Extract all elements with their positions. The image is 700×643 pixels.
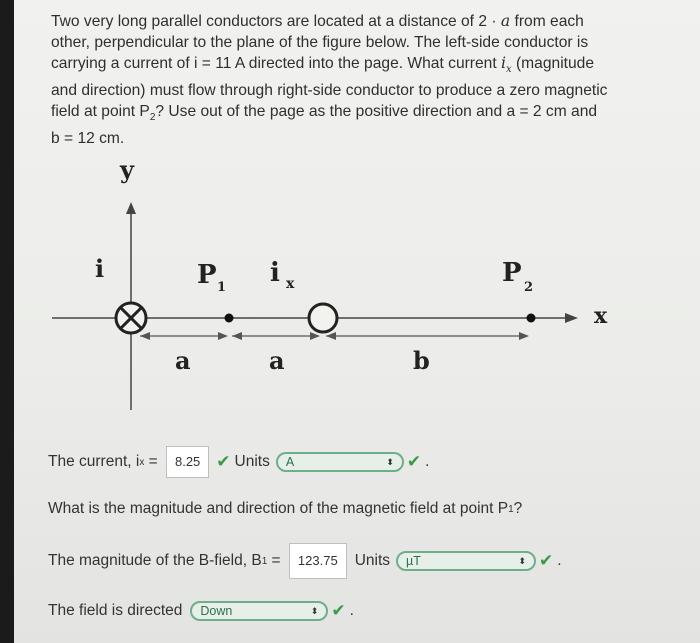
checkmark-icon: ✔ [216,452,231,471]
dim-b-arrow-right [519,332,529,340]
answer-row-direction [48,601,354,621]
magnitude-label: The magnitude of the B-field, B [48,552,262,569]
checkmark-icon: ✔ [331,601,346,620]
label-i: i [95,254,105,283]
magnitude-eq: = [267,552,285,569]
dim-a2-arrow-left [232,332,242,340]
label-p1-sub: 1 [217,280,227,295]
label-b: b [413,346,430,375]
direction-label: The field is directed [48,602,183,619]
magnitude-input[interactable]: 123.75 [289,543,347,579]
checkmark-icon: ✔ [406,452,422,471]
current-input[interactable]: 8.25 [166,446,209,478]
magnitude-label-sub: 1 [261,555,268,567]
right-conductor [309,304,337,332]
dim-a2-arrow-right [310,332,320,340]
label-p2-sub: 2 [524,280,534,295]
label-p1: P [197,260,217,290]
label-a2: a [269,346,285,375]
current-units-value: A [285,455,295,469]
point-p1 [225,314,234,323]
point-p2 [527,314,536,323]
direction-select[interactable] [190,601,328,621]
answer-row-current [48,446,429,478]
chevron-updown-icon: ⬍ [518,555,527,566]
x-axis-arrow [565,313,578,323]
dim-a1-arrow-right [218,332,228,340]
label-ix: i [270,258,280,288]
direction-value: Down [200,604,233,618]
answer-row-magnitude [48,543,562,579]
chevron-updown-icon: ⬍ [310,605,319,616]
current-label-sub: x [139,456,145,468]
label-p2: P [502,258,522,288]
period: . [349,602,354,619]
current-units-select[interactable] [276,452,404,472]
dim-b-arrow-left [326,332,336,340]
checkmark-icon: ✔ [539,551,554,570]
dim-a1-arrow-left [140,332,150,340]
problem-statement: Two very long parallel conductors are located at a distance of 2 · a from each other, perpendicular to the plane of the figure below. The left-side conductor is carrying a current of i = 11 A directed into the page. What current $i_x$ (magnitude and direction) must flow through right-side conductor to produce a zero magnetic field at point $P_2$? Use out of the page as the positive direction and a = 2 cm and b = 12 cm. [51,12,608,148]
x-axis-label: x [594,303,608,329]
magnitude-units-value: µT [406,554,421,568]
magnitude-units-select[interactable] [396,551,536,571]
question-b-field-p1: What is the magnitude and direction of the magnetic field at point P 1 ? [48,500,523,517]
units-label: Units [354,552,391,569]
period: . [557,552,562,569]
period: . [425,453,430,470]
chevron-updown-icon: ⬍ [386,456,394,467]
y-axis-arrow [126,202,136,214]
y-axis-label: y [120,155,134,184]
current-label: The current, i [48,453,140,470]
current-eq: = [144,453,162,470]
label-ix-sub: x [286,276,295,292]
units-label: Units [234,453,270,470]
label-a1: a [175,346,191,375]
